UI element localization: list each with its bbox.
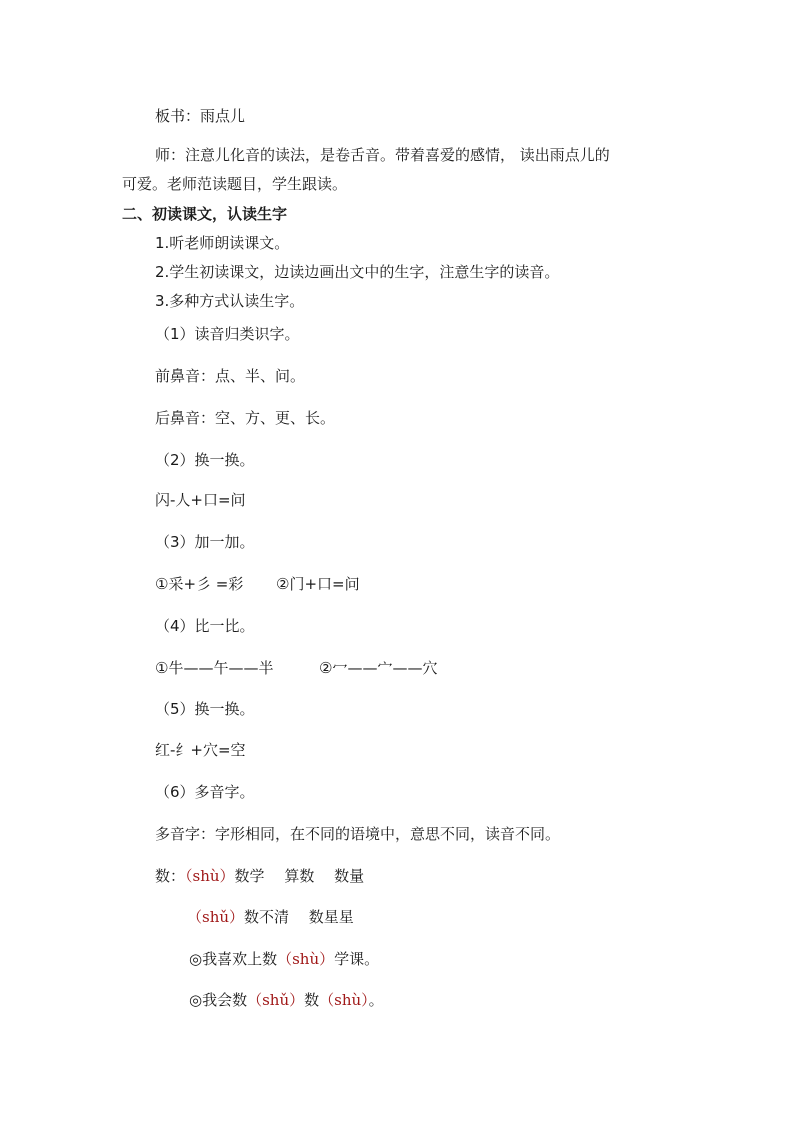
reading-2-words: 数不清 数星星 <box>244 908 354 926</box>
sentence-1-pinyin: （shù） <box>277 950 335 968</box>
method-6-title: （6）多音字。 <box>155 783 255 801</box>
sentence-1-post: 学课。 <box>334 950 380 968</box>
section-heading: 二、初读课文，认读生字 <box>122 205 288 223</box>
method-3-example-b: ②门+口=问 <box>276 575 360 593</box>
polyphone-reading-2-line <box>187 907 354 927</box>
method-3-title: （3）加一加。 <box>155 533 255 551</box>
example-sentence-2 <box>189 990 384 1010</box>
step-2: 2.学生初读课文，边读边画出文中的生字，注意生字的读音。 <box>155 263 560 281</box>
sentence-2-mid: 数 <box>304 991 320 1009</box>
teacher-note-line-2: 可爱。老师范读题目，学生跟读。 <box>122 175 348 193</box>
example-sentence-1 <box>189 949 379 969</box>
polyphone-char-label: 数： <box>155 867 186 885</box>
method-3-example-a: ①采+彡 =彩 <box>155 575 244 593</box>
method-2-title: （2）换一换。 <box>155 451 255 469</box>
method-4-example-a: ①牛——午——半 <box>155 659 274 677</box>
back-nasal-line: 后鼻音：空、方、更、长。 <box>155 409 336 427</box>
sentence-2-pinyin-1: （shǔ） <box>247 991 305 1009</box>
reading-1-words: 数学 算数 数量 <box>234 867 365 885</box>
front-nasal-line: 前鼻音：点、半、问。 <box>155 367 306 385</box>
method-2-example: 闪-人+口=问 <box>155 491 246 509</box>
method-5-title: （5）换一换。 <box>155 700 255 718</box>
polyphone-definition: 多音字：字形相同，在不同的语境中，意思不同，读音不同。 <box>155 825 561 843</box>
method-4-title: （4）比一比。 <box>155 617 255 635</box>
pinyin-shu3: （shǔ） <box>187 908 245 926</box>
sentence-2-post: 。 <box>368 991 384 1009</box>
sentence-2-pre: ◎我会数 <box>189 991 248 1009</box>
teacher-note-line-1: 师：注意儿化音的读法，是卷舌音。带着喜爱的感情， 读出雨点儿的 <box>155 146 610 164</box>
step-3: 3.多种方式认读生字。 <box>155 292 305 310</box>
step-1: 1.听老师朗读课文。 <box>155 234 290 252</box>
polyphone-reading-1-line <box>155 866 364 886</box>
pinyin-shu4: （shù） <box>185 867 235 885</box>
method-5-example: 红-纟+穴=空 <box>155 741 246 759</box>
sentence-1-pre: ◎我喜欢上数 <box>189 950 278 968</box>
method-1-title: （1）读音归类识字。 <box>155 325 300 343</box>
sentence-2-pinyin-2: （shù） <box>319 991 369 1009</box>
method-4-example-b: ②冖——宀——穴 <box>319 659 438 677</box>
blackboard-line: 板书：雨点儿 <box>155 107 246 125</box>
